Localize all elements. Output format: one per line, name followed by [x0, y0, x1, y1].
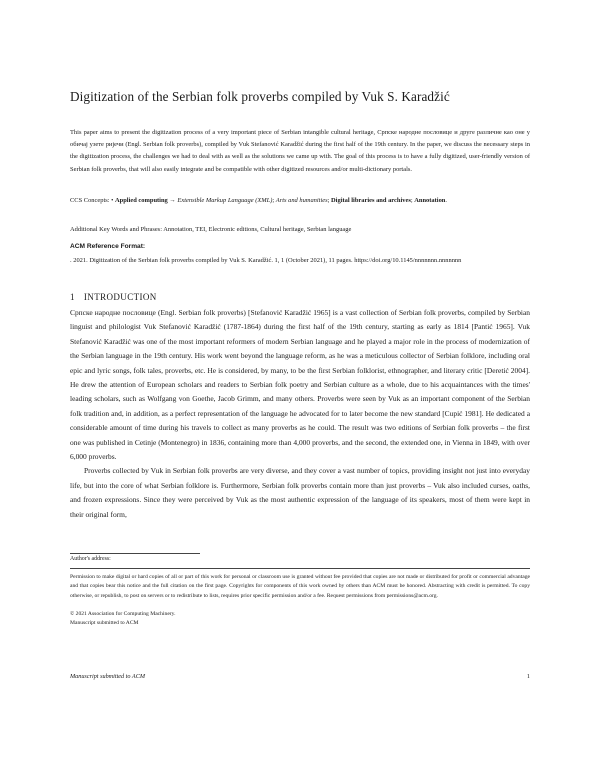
- paragraph-1: Српске народне пословице (Engl. Serbian folk proverbs) [Stefanović Karadžić 1965] is a vast collection of Serbian folk proverbs, compiled by Serbian linguist and philologist Vuk Stefanović Karadžić (1787-1864) during the first half of the 19th century, starting as early as 1814 [Pantić 1965]. Vuk Stefanović Karadžić was one of the most important reformers of modern Serbian language and he played a major role in the process of modernization of the Serbian language in the 19th century. His work went beyond the language reform, as he was a meticulous collector of Serbian folklore, including oral epic and lyric songs, folk tales, proverbs, etc. He is considered, by many, to be the first Serbian folklorist, ethnographer, and literary critic [Deretić 2004]. He drew the attention of European scholars and readers to Serbian folk poetry and Serbian culture as a whole, due to his acquaintances with the times' leading scholars, such as Wolfgang von Goethe, Jacob Grimm, and many others. Proverbs were seen by Vuk as an important component of the Serbian folk tradition and, in addition, as a perfect representation of the language he advocated for to later become the new standard [Cupić 1981]. He dedicated a considerable amount of time during his travels to collect as many proverbs as he could. The result was two editions of Serbian folk proverbs – the first one was published in Cetinje (Montenegro) in 1836, containing more than 4,000 proverbs, and the second, the extended one, in Vienna in 1849, with over 6,000 proverbs.: [70, 308, 530, 462]
- abstract: This paper aims to present the digitization process of a very important piece of Serbian intangible cultural heritage, Српске народне пословице и друге различне као оне у обичај узете ријечи (Engl. Serbian folk proverbs), compiled by Vuk Stefanović Karadžić during the first half of the 19th century. In the paper, we discuss the necessary steps in the digitization process, the challenges we had to deal with as well as the solutions we came up with. The goal of this process is to have a fully digitized, user-friendly version of Serbian folk proverbs, that will also easily integrate and be compatible with other digitized resources and/or multi-dictionary portals.: [70, 129, 530, 173]
- body-text: [70, 306, 530, 522]
- ccs-separator: ;: [410, 197, 415, 204]
- ccs-digital-libraries: Digital libraries and archives: [331, 197, 411, 204]
- acm-reference-heading: ACM Reference Format:: [70, 243, 146, 250]
- footnote-divider: [70, 553, 200, 554]
- ccs-separator: ;: [272, 197, 276, 204]
- section-heading: [70, 292, 157, 302]
- ccs-arts: Arts and humanities: [275, 197, 328, 204]
- section-title: INTRODUCTION: [83, 292, 157, 302]
- ccs-end: .: [445, 197, 447, 204]
- manuscript-note: Manuscript submitted to ACM: [70, 620, 139, 627]
- ccs-concepts: [70, 195, 530, 207]
- ccs-prefix: CCS Concepts: •: [70, 197, 114, 204]
- ccs-applied-computing: Applied computing: [115, 197, 168, 204]
- copyright-line: © 2021 Association for Computing Machinery.: [70, 611, 176, 617]
- keywords: Additional Key Words and Phrases: Annotation, TEI, Electronic editions, Cultural heritage, Serbian language: [70, 226, 352, 233]
- ccs-arrow: →: [167, 197, 178, 204]
- acm-reference-text: . 2021. Digitization of the Serbian folk proverbs compiled by Vuk S. Karadžić. 1, 1 (October 2021), 11 pages. https://doi.org/10.1145/nnnnnnn.nnnnnnn: [70, 257, 462, 264]
- ccs-xml: Extensible Markup Language (XML): [177, 197, 273, 204]
- permission-divider: [70, 568, 530, 569]
- paragraph-2: Proverbs collected by Vuk in Serbian folk proverbs are very diverse, and they cover a vast number of topics, providing insight not just into everyday life, but into the core of what Serbian folklore is. Furthermore, Serbian folk proverbs contain more than just proverbs – Vuk also included curses, oaths, and frozen expressions. Since they were perceived by Vuk as the most authentic expression of the language of its speakers, most of them were kept in their original form,: [70, 466, 530, 519]
- permission-notice: Permission to make digital or hard copies of all or part of this work for personal or classroom use is granted without fee provided that copies are not made or distributed for profit or commercial advantage and that copies bear this notice and the full citation on the first page. Copyrights for components of this work owned by others than ACM must be honored. Abstracting with credit is permitted. To copy otherwise, or republish, to post on servers or to redistribute to lists, requires prior specific permission and/or a fee. Request permissions from permissions@acm.org.: [70, 574, 530, 599]
- page-number: 1: [526, 673, 530, 680]
- ccs-annotation: Annotation: [414, 197, 446, 204]
- footer-manuscript: Manuscript submitted to ACM: [70, 673, 145, 680]
- ccs-separator: ;: [327, 197, 332, 204]
- copyright-block: [70, 610, 176, 629]
- paper-title: Digitization of the Serbian folk proverbs compiled by Vuk S. Karadžić: [70, 89, 450, 104]
- section-number: 1: [70, 292, 75, 302]
- author-address: Author's address:: [70, 556, 111, 562]
